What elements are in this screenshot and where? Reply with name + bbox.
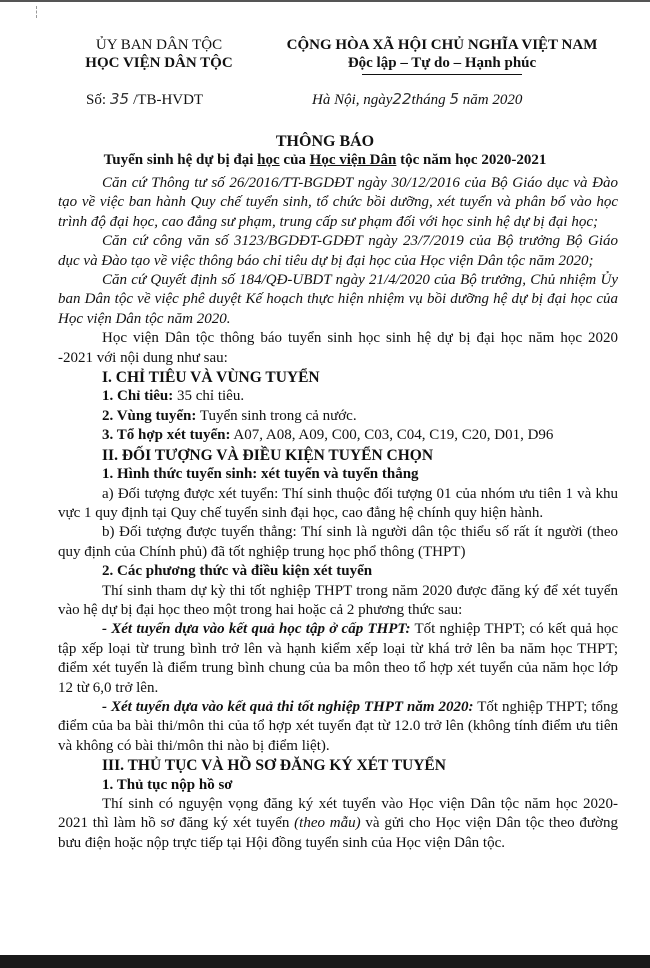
item-text: 35 chỉ tiêu. xyxy=(173,388,245,405)
item-label: 2. Vùng tuyển: xyxy=(102,407,197,424)
basis-paragraph-1: Căn cứ Thông tư số 26/2016/TT-BGDĐT ngày 30/12/2016 của Bộ Giáo dục và Đào tạo về việc ban hành Quy chế tuyển sinh, tổ chức bồi dưỡng, xét tuyển và phân bổ vào học trình độ đại học, cao đẳng sư phạm, trung cấp sư phạm đối với học sinh hệ dự bị đại học; xyxy=(58,175,618,230)
motto-underline xyxy=(362,74,522,75)
method-2 xyxy=(58,698,618,756)
basis-paragraph-3: Căn cứ Quyết định số 184/QĐ-UBDT ngày 21/4/2020 của Bộ trưởng, Chủ nhiệm Ủy ban Dân tộc về việc phê duyệt Kế hoạch thực hiện nhiệm vụ bồi dưỡng hệ dự bị đại học của Học viện Dân tộc năm 2020. xyxy=(58,272,618,327)
method-1 xyxy=(58,620,618,698)
eligibility-b: b) Đối tượng được tuyển thẳng: Thí sinh là người dân tộc thiểu số rất ít người (theo quy định của Chính phủ) đã tốt nghiệp trung học phổ thông (THPT) xyxy=(58,524,618,560)
agency-name: ỦY BAN DÂN TỘC xyxy=(95,37,223,53)
document-date xyxy=(312,90,522,109)
scan-edge-bottom xyxy=(0,955,650,968)
method-label: - Xét tuyển dựa vào kết quả học tập ở cấp THPT: xyxy=(102,621,411,638)
national-header xyxy=(262,36,622,75)
item-label: 3. Tổ hợp xét tuyển: xyxy=(102,427,231,444)
subtitle-part: học xyxy=(257,152,280,168)
date-month-word: tháng xyxy=(411,92,446,108)
number-suffix: /TB-HVDT xyxy=(133,92,204,108)
agency-header xyxy=(54,36,264,72)
document-body xyxy=(58,174,618,853)
item-text: A07, A08, A09, C00, C03, C04, C19, C20, D01, D96 xyxy=(230,427,554,444)
method-text: Tốt nghiệp THPT; có kết quả học tập xếp loại từ trung bình trở lên và hạnh kiểm xếp loại từ khá trở lên ba năm học THPT; điểm xét tuyển là điểm trung bình chung của ba môn theo tổ hợp xét tuyển của năm học lớp 12 từ 6,0 trở lên. xyxy=(58,621,618,696)
date-month: 5 xyxy=(449,90,459,108)
intro-paragraph: Học viện Dân tộc thông báo tuyển sinh học sinh hệ dự bị đại học năm học 2020 -2021 với nội dung như sau: xyxy=(58,330,618,366)
subtitle-part: của xyxy=(279,152,310,168)
procedure-form-note: (theo mẫu) xyxy=(294,815,361,832)
subtitle-part: Học viện Dân xyxy=(309,152,397,168)
procedure-paragraph xyxy=(58,795,618,853)
subsection-heading-2-2: 2. Các phương thức và điều kiện xét tuyển xyxy=(102,563,373,580)
item-label: 1. Chỉ tiêu: xyxy=(102,388,174,405)
method-label: - Xét tuyển dựa vào kết quả thi tốt nghiệp THPT năm 2020: xyxy=(102,698,474,715)
scan-mark xyxy=(36,6,38,18)
document-title: THÔNG BÁO xyxy=(275,133,375,150)
date-year: năm 2020 xyxy=(462,92,523,108)
date-prefix: Hà Nội, ngày xyxy=(312,92,393,108)
section-heading-1: I. CHỈ TIÊU VÀ VÙNG TUYỂN xyxy=(102,369,320,387)
subsection-heading-2-1: 1. Hình thức tuyển sinh: xét tuyển và tuyển thẳng xyxy=(102,466,419,483)
nation-name: CỘNG HÒA XÃ HỘI CHỦ NGHĨA VIỆT NAM xyxy=(286,37,598,53)
procedure-text: và gửi cho Học viện Dân tộc theo đường bưu điện hoặc nộp trực tiếp tại Hội đồng tuyển sinh của Học viện Dân tộc. xyxy=(58,815,618,851)
methods-intro: Thí sinh tham dự kỳ thi tốt nghiệp THPT trong năm 2020 được đăng ký để xét tuyển vào hệ dự bị đại học theo một trong hai hoặc cả 2 phương thức sau: xyxy=(58,582,618,618)
basis-paragraph-2: Căn cứ công văn số 3123/BGDĐT-GDĐT ngày 23/7/2019 của Bộ trưởng Bộ Giáo dục và Đào tạo về việc thông báo chỉ tiêu dự bị đại học của Học viện Dân tộc năm 2020; xyxy=(58,233,618,269)
section-heading-2: II. ĐỐI TƯỢNG VÀ ĐIỀU KIỆN TUYỂN CHỌN xyxy=(102,446,434,464)
item-text: Tuyển sinh trong cả nước. xyxy=(196,407,357,424)
subtitle-part: tộc năm học 2020-2021 xyxy=(396,152,547,168)
document-subtitle xyxy=(0,152,650,169)
quota-item xyxy=(58,387,618,406)
method-text: Tốt nghiệp THPT; tổng điểm của ba bài thi/môn thi của tổ hợp xét tuyển đạt từ 12.0 trở lên (không tính điểm ưu tiên và không có bài thi/môn thi nào bị điểm liệt). xyxy=(58,698,618,754)
subtitle-part: Tuyển sinh hệ dự bị đại xyxy=(103,152,258,168)
number-handwritten: 35 xyxy=(110,90,130,108)
nation-motto: Độc lập – Tự do – Hạnh phúc xyxy=(347,55,537,71)
subsection-heading-3-1: 1. Thủ tục nộp hồ sơ xyxy=(102,776,233,793)
section-heading-3: III. THỦ TỤC VÀ HỒ SƠ ĐĂNG KÝ XÉT TUYỂN xyxy=(102,757,446,775)
procedure-text: Thí sinh có nguyện vọng đăng ký xét tuyển vào Học viện Dân tộc năm học 2020-2021 thì làm hồ sơ đăng ký xét tuyển xyxy=(58,796,618,832)
document-number xyxy=(86,90,203,109)
institute-name: HỌC VIỆN DÂN TỘC xyxy=(85,55,233,71)
date-day: 22 xyxy=(392,90,412,108)
number-prefix: Số: xyxy=(86,92,107,108)
eligibility-a: a) Đối tượng được xét tuyển: Thí sinh thuộc đối tượng 01 của nhóm ưu tiên 1 và khu vực 1 quy định tại Quy chế tuyển sinh đại học, cao đẳng hệ chính quy hiện hành. xyxy=(58,485,618,521)
region-item xyxy=(58,407,618,426)
scan-edge-top xyxy=(0,0,650,2)
subject-combo-item xyxy=(58,426,618,445)
